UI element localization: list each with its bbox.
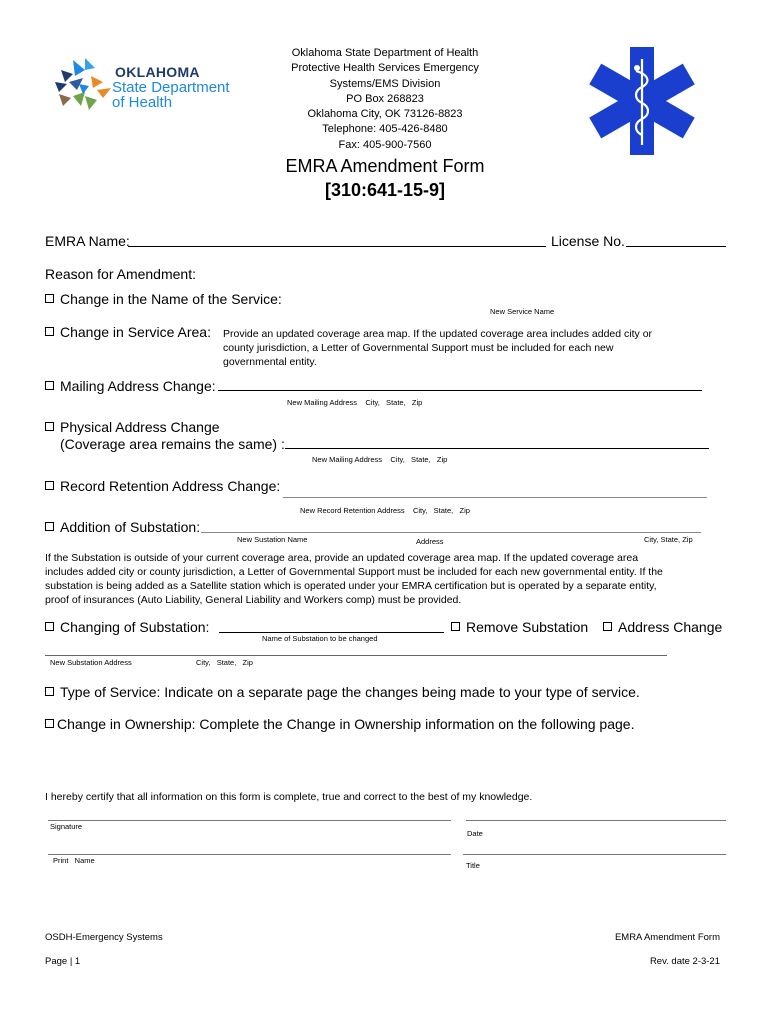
mailing-option (45, 378, 216, 394)
signature-field[interactable] (48, 820, 451, 821)
service-area-note-2: county jurisdiction, a Letter of Governmental Support must be included for each new (223, 342, 614, 354)
emra-name-field[interactable] (128, 246, 546, 247)
mailing-checkbox[interactable] (45, 381, 54, 390)
logo-line-3: of Health (112, 94, 173, 111)
star-of-life-icon (586, 45, 698, 157)
remove-checkbox[interactable] (451, 622, 460, 631)
substation-checkbox[interactable] (45, 522, 54, 531)
changing-label: Changing of Substation: (60, 619, 210, 635)
logo-mark-icon (55, 56, 113, 112)
address-change-label: Address Change (618, 619, 723, 635)
new-service-name-caption: New Service Name (490, 307, 555, 316)
reason-label: Reason for Amendment: (45, 266, 196, 282)
address-change-option (603, 619, 722, 635)
physical-checkbox[interactable] (45, 422, 54, 431)
record-label: Record Retention Address Change: (60, 478, 281, 494)
form-title: EMRA Amendment Form (285, 156, 485, 176)
new-substation-address-field[interactable] (45, 655, 667, 656)
ownership-checkbox[interactable] (45, 719, 54, 728)
changing-caption-address: New Substation Address (50, 658, 132, 667)
substation-label: Addition of Substation: (60, 519, 201, 535)
substation-note-line: proof of insurances (Auto Liability, General Liability and Workers comp) must be provided. (45, 594, 462, 606)
physical-label-1: Physical Address Change (60, 419, 220, 435)
header-line: Oklahoma City, OK 73126-8823 (307, 108, 463, 121)
print-name-field[interactable] (48, 854, 451, 855)
title-caption: Title (466, 861, 480, 870)
license-field[interactable] (626, 246, 726, 247)
substation-note-line: includes added city or county jurisdiction, a Letter of Governmental Support must be included for each new governmental entity. If the (45, 566, 663, 578)
changing-substation-field[interactable] (219, 632, 444, 633)
footer-left-top: OSDH-Emergency Systems (45, 932, 163, 943)
substation-field[interactable] (201, 532, 701, 533)
new-service-name-field[interactable] (290, 303, 720, 304)
date-field[interactable] (466, 820, 726, 821)
physical-address-field[interactable] (285, 448, 709, 449)
footer-right-top: EMRA Amendment Form (614, 932, 720, 943)
changing-option (45, 619, 209, 635)
footer-page-number: Page | 1 (45, 956, 81, 967)
mailing-label: Mailing Address Change: (60, 378, 216, 394)
name-change-checkbox[interactable] (45, 294, 54, 303)
ownership-option (45, 716, 634, 732)
type-checkbox[interactable] (45, 687, 54, 696)
address-change-checkbox[interactable] (603, 622, 612, 631)
substation-caption-city: City, State, Zip (644, 535, 693, 544)
mailing-address-field[interactable] (218, 390, 702, 391)
name-change-option (45, 291, 282, 307)
print-name-caption: Print Name (53, 856, 95, 865)
signature-caption: Signature (50, 822, 83, 831)
type-option (45, 684, 640, 700)
changing-checkbox[interactable] (45, 622, 54, 631)
remove-option (451, 619, 588, 635)
substation-note-line: substation is being added as a Satellite station which is operated under your EMRA certification but is operated by a separate entity, (45, 580, 657, 592)
osdh-logo (55, 56, 255, 116)
ownership-label: Change in Ownership: Complete the Change in Ownership information on the following page. (57, 716, 635, 732)
agency-address-block (255, 46, 515, 153)
service-area-checkbox[interactable] (45, 327, 54, 336)
service-area-note-3: governmental entity. (223, 356, 317, 368)
footer-rev-date: Rev. date 2-3-21 (649, 956, 720, 967)
remove-label: Remove Substation (466, 619, 589, 635)
certify-text: I hereby certify that all information on this form is complete, true and correct to the best of my knowledge. (45, 791, 533, 803)
changing-caption-city: City, State, Zip (196, 658, 253, 667)
mailing-caption: New Mailing Address City, State, Zip (287, 398, 423, 407)
record-address-field[interactable] (283, 497, 707, 498)
substation-note (45, 551, 745, 607)
logo-line-1: OKLAHOMA (115, 64, 200, 80)
service-area-option (45, 324, 211, 340)
title-field[interactable] (463, 854, 726, 855)
header-line: Fax: 405-900-7560 (338, 138, 432, 151)
physical-caption: New Mailing Address City, State, Zip (312, 455, 448, 464)
header-line: Systems/EMS Division (329, 77, 441, 90)
form-code: [310:641-15-9] (324, 180, 446, 200)
record-checkbox[interactable] (45, 481, 54, 490)
header-line: Protective Health Services Emergency (291, 62, 479, 75)
substation-caption-address: Address (416, 537, 444, 546)
record-caption: New Record Retention Address City, State, Zip (300, 506, 470, 515)
substation-note-line: If the Substation is outside of your current coverage area, provide an updated coverage area map. If the updated coverage area (45, 552, 639, 564)
date-caption: Date (467, 829, 483, 838)
logo-line-2: State Department (112, 79, 230, 96)
physical-label-2: (Coverage area remains the same) : (60, 436, 285, 452)
physical-option (45, 419, 220, 435)
substation-option (45, 519, 200, 535)
changing-caption: Name of Substation to be changed (262, 634, 378, 643)
header-line: Telephone: 405-426-8480 (322, 123, 448, 136)
record-option (45, 478, 280, 494)
header-line: PO Box 268823 (346, 92, 424, 105)
emra-name-label: EMRA Name: (45, 233, 130, 249)
type-label: Type of Service: Indicate on a separate page the changes being made to your type of service. (60, 684, 640, 700)
service-area-label: Change in Service Area: (60, 324, 211, 340)
name-change-label: Change in the Name of the Service: (60, 291, 282, 307)
substation-caption-name: New Sustation Name (237, 535, 308, 544)
header-line: Oklahoma State Department of Health (291, 47, 479, 59)
service-area-note-1: Provide an updated coverage area map. If the updated coverage area includes added city or (223, 328, 653, 340)
license-label: License No. (551, 233, 625, 249)
